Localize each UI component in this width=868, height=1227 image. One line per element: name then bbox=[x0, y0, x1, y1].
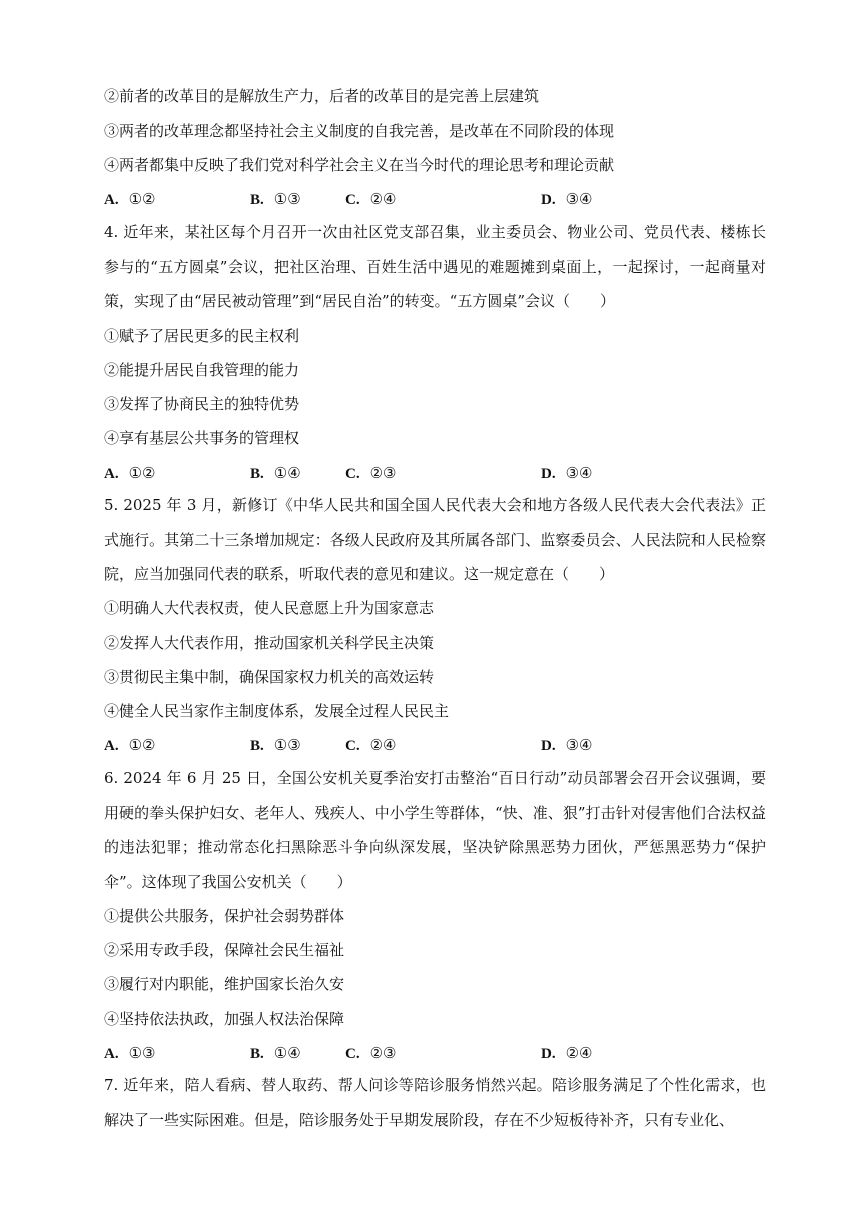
q4-statement-2: ②能提升居民自我管理的能力 bbox=[104, 361, 300, 379]
q5-statement-4: ④健全人民当家作主制度体系，发展全过程人民民主 bbox=[104, 702, 450, 720]
q6-statement-4: ④坚持依法执政，加强人权法治保障 bbox=[104, 1010, 345, 1028]
q4-statement-1: ①赋予了居民更多的民主权利 bbox=[104, 327, 300, 345]
q6-option-b[interactable]: B. ①④ bbox=[250, 1044, 301, 1062]
q4-stem: 4. 近年来，某社区每个月召开一次由社区党支部召集，业主委员会、物业公司、党员代表、楼栋长参与的“五方圆桌”会议，把社区治理、百姓生活中遇见的难题摊到桌面上，一起探讨，一起商量对策，实现了由“居民被动管理”到“居民自治”的转变。“五方圆桌”会议（ ） bbox=[104, 223, 766, 310]
q4-statement-4: ④享有基层公共事务的管理权 bbox=[104, 429, 300, 447]
q4-option-c[interactable]: C. ②③ bbox=[345, 464, 397, 482]
q5-option-b[interactable]: B. ①③ bbox=[250, 736, 301, 754]
q5-option-c[interactable]: C. ②④ bbox=[345, 736, 397, 754]
q5-statement-3: ③贯彻民主集中制，确保国家权力机关的高效运转 bbox=[104, 668, 435, 686]
q3-option-c[interactable]: C. ②④ bbox=[345, 190, 397, 208]
q3-option-a[interactable]: A. ①② bbox=[104, 190, 156, 208]
q5-statement-1: ①明确人大代表权责，使人民意愿上升为国家意志 bbox=[104, 599, 435, 617]
q5-statement-2: ②发挥人大代表作用，推动国家机关科学民主决策 bbox=[104, 634, 435, 652]
q3-option-d[interactable]: D. ③④ bbox=[541, 190, 593, 208]
q3-options bbox=[104, 189, 704, 209]
q6-stem: 6. 2024 年 6 月 25 日，全国公安机关夏季治安打击整治“百日行动”动员部署会召开会议强调，要用硬的拳头保护妇女、老年人、残疾人、中小学生等群体，“快、准、狠”打击针对侵害他们合法权益的违法犯罪；推动常态化扫黑除恶斗争向纵深发展，坚决铲除黑恶势力团伙，严惩黑恶势力“保护伞”。这体现了我国公安机关（ ） bbox=[104, 769, 766, 891]
q3-statement-2: ②前者的改革目的是解放生产力，后者的改革目的是完善上层建筑 bbox=[104, 87, 540, 105]
q4-option-b[interactable]: B. ①④ bbox=[250, 464, 301, 482]
q5-stem: 5. 2025 年 3 月，新修订《中华人民共和国全国人民代表大会和地方各级人民代表大会代表法》正式施行。其第二十三条增加规定：各级人民政府及其所属各部门、监察委员会、人民法院和人民检察院，应当加强同代表的联系，听取代表的意见和建议。这一规定意在（ ） bbox=[104, 496, 766, 583]
q6-option-d[interactable]: D. ②④ bbox=[541, 1044, 593, 1062]
q6-option-a[interactable]: A. ①③ bbox=[104, 1044, 156, 1062]
q7-stem: 7. 近年来，陪人看病、替人取药、帮人问诊等陪诊服务悄然兴起。陪诊服务满足了个性化需求，也解决了一些实际困难。但是，陪诊服务处于早期发展阶段，存在不少短板待补齐，只有专业化、 bbox=[104, 1076, 766, 1129]
q3-statement-3: ③两者的改革理念都坚持社会主义制度的自我完善，是改革在不同阶段的体现 bbox=[104, 122, 615, 140]
q6-statement-1: ①提供公共服务，保护社会弱势群体 bbox=[104, 907, 345, 925]
q6-option-c[interactable]: C. ②③ bbox=[345, 1044, 397, 1062]
q5-option-d[interactable]: D. ③④ bbox=[541, 736, 593, 754]
q3-option-b[interactable]: B. ①③ bbox=[250, 190, 301, 208]
q5-option-a[interactable]: A. ①② bbox=[104, 736, 156, 754]
q4-statement-3: ③发挥了协商民主的独特优势 bbox=[104, 395, 300, 413]
q6-statement-2: ②采用专政手段，保障社会民生福祉 bbox=[104, 941, 345, 959]
q4-option-a[interactable]: A. ①② bbox=[104, 464, 156, 482]
q5-options bbox=[104, 735, 704, 755]
q4-options bbox=[104, 463, 704, 483]
q6-options bbox=[104, 1043, 704, 1063]
q6-statement-3: ③履行对内职能，维护国家长治久安 bbox=[104, 975, 345, 993]
q4-option-d[interactable]: D. ③④ bbox=[541, 464, 593, 482]
q3-statement-4: ④两者都集中反映了我们党对科学社会主义在当今时代的理论思考和理论贡献 bbox=[104, 156, 615, 174]
